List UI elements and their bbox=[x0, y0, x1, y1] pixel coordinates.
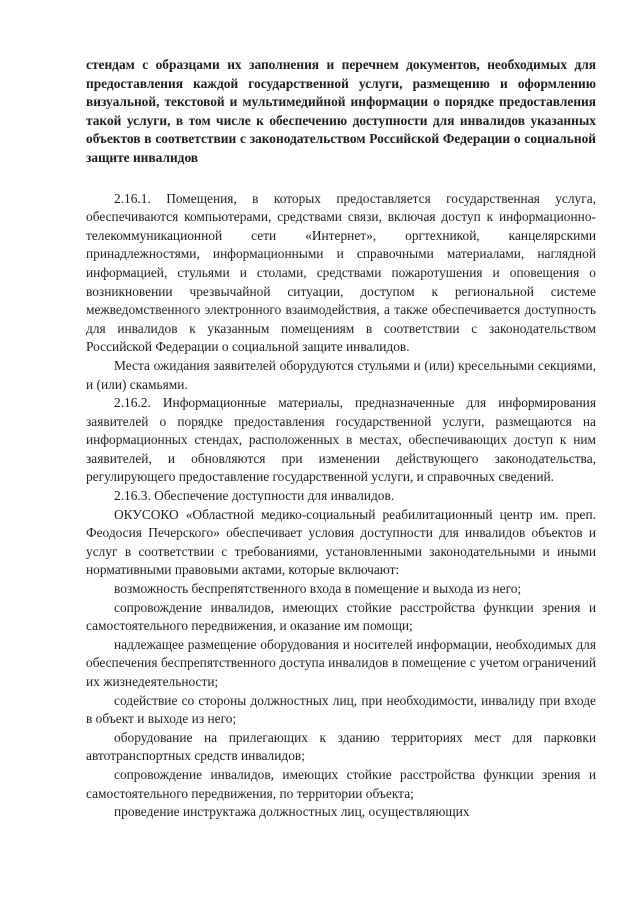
paragraph-2-16-2: 2.16.2. Информационные материалы, предназначенные для информирования заявителей о порядке предоставления государственной услуги, размещаются на информационных стендах, расположенных в местах, обеспечивающих доступ к ним заявителей, и обновляются при изменении действующего законодательства, регулирующего предоставление государственной услуги, и справочных сведений. bbox=[86, 395, 596, 485]
list-item-entry-exit: возможность беспрепятственного входа в помещение и выхода из него; bbox=[114, 581, 522, 597]
list-item-parking: оборудование на прилегающих к зданию территориях мест для парковки автотранспортных средств инвалидов; bbox=[86, 729, 596, 764]
list-item-equipment: надлежащее размещение оборудования и носителей информации, необходимых для обеспечения беспрепятственного доступа инвалидов в помещение с учетом ограничений их жизнедеятельности; bbox=[86, 636, 596, 689]
list-item-territory-escort: сопровождение инвалидов, имеющих стойкие расстройства функции зрения и самостоятельного передвижения, по территории объекта; bbox=[86, 766, 596, 801]
paragraph-waiting-places: Места ожидания заявителей оборудуются стульями и (или) кресельными секциями, и (или) скамьями. bbox=[86, 357, 596, 392]
paragraph-center-conditions: ОКУСОКО «Областной медико-социальный реабилитационный центр им. преп. Феодосия Печерского» обеспечивает условия доступности для инвалидов объектов и услуг в соответствии с требованиями, установленными законодательными и иными нормативными правовыми актами, которые включают: bbox=[86, 506, 596, 578]
document-page bbox=[86, 56, 596, 822]
list-item-escort: сопровождение инвалидов, имеющих стойкие расстройства функции зрения и самостоятельного передвижения, и оказание им помощи; bbox=[86, 599, 596, 634]
list-item-assistance: содействие со стороны должностных лиц, при необходимости, инвалиду при входе в объект и выходе из него; bbox=[86, 692, 596, 727]
paragraph-2-16-3: 2.16.3. Обеспечение доступности для инвалидов. bbox=[114, 488, 395, 504]
section-heading: стендам с образцами их заполнения и перечнем документов, необходимых для предоставления каждой государственной услуги, размещению и оформлению визуальной, текстовой и мультимедийной информации о порядке предоставления такой услуги, в том числе к обеспечению доступности для инвалидов указанных объектов в соответствии с законодательством Российской Федерации о социальной защите инвалидов bbox=[86, 57, 596, 165]
list-item-briefing: проведение инструктажа должностных лиц, осуществляющих bbox=[114, 804, 470, 820]
paragraph-2-16-1: 2.16.1. Помещения, в которых предоставляется государственная услуга, обеспечиваются компьютерами, средствами связи, включая доступ к информационно-телекоммуникационной сети «Интернет», оргтехникой, канцелярскими принадлежностями, информационными и справочными материалами, наглядной информацией, стульями и столами, средствами пожаротушения и оповещения о возникновении чрезвычайной ситуации, доступом к региональной системе межведомственного электронного взаимодействия, а также обеспечивается доступность для инвалидов к указанным помещениям в соответствии с законодательством Российской Федерации о социальной защите инвалидов. bbox=[86, 190, 596, 355]
